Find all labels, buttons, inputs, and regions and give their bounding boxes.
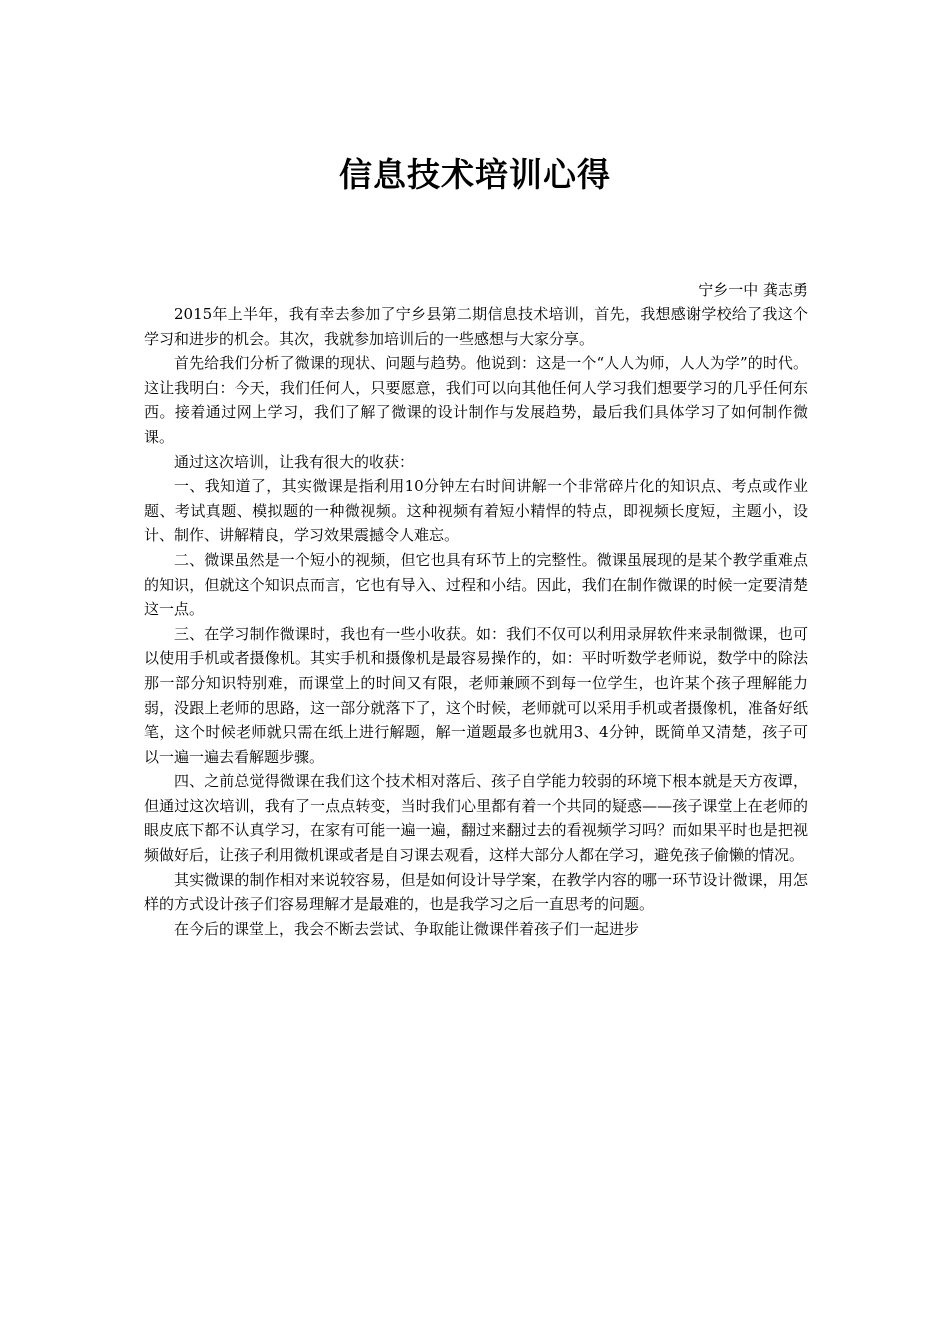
author-line: 宁乡一中 龚志勇 xyxy=(698,281,808,299)
paragraph: 四、之前总觉得微课在我们这个技术相对落后、孩子自学能力较弱的环境下根本就是天方夜谭，但通过这次培训，我有了一点点转变，当时我们心里都有着一个共同的疑惑——孩子课堂上在老师的眼皮底下都不认真学习，在家有可能一遍一遍，翻过来翻过去的看视频学习吗？而如果平时也是把视频做好后，让孩子利用微机课或者是自习课去观看，这样大部分人都在学习，避免孩子偷懒的情况。 xyxy=(144,772,808,865)
paragraph: 在今后的课堂上，我会不断去尝试、争取能让微课伴着孩子们一起进步 xyxy=(174,919,640,938)
paragraph: 二、微课虽然是一个短小的视频，但它也具有环节上的完整性。微课虽展现的是某个教学重难点的知识，但就这个知识点而言，它也有导入、过程和小结。因此，我们在制作微课的时候一定要清楚这一点。 xyxy=(144,550,808,619)
document-title: 信息技术培训心得 xyxy=(339,155,611,194)
paragraph: 三、在学习制作微课时，我也有一些小收获。如：我们不仅可以利用录屏软件来录制微课，也可以使用手机或者摄像机。其实手机和摄像机是最容易操作的，如：平时听数学老师说，数学中的除法那一部分知识特别难，而课堂上的时间又有限，老师兼顾不到每一位学生，也许某个孩子理解能力弱，没跟上老师的思路，这一部分就落下了，这个时候，老师就可以采用手机或者摄像机，准备好纸笔，这个时候老师就只需在纸上进行解题，解一道题最多也就用3、4分钟，既简单又清楚，孩子可以一遍一遍去看解题步骤。 xyxy=(144,624,808,766)
paragraph: 首先给我们分析了微课的现状、问题与趋势。他说到：这是一个“人人为师，人人为学”的时代。这让我明白：今天，我们任何人，只要愿意，我们可以向其他任何人学习我们想要学习的几乎任何东西。接着通过网上学习，我们了解了微课的设计制作与发展趋势，最后我们具体学习了如何制作微课。 xyxy=(144,354,808,446)
paragraph: 2015年上半年，我有幸去参加了宁乡县第二期信息技术培训，首先，我想感谢学校给了我这个学习和进步的机会。其次，我就参加培训后的一些感想与大家分享。 xyxy=(144,305,808,348)
document-body xyxy=(144,302,808,941)
paragraph: 一、我知道了，其实微课是指利用10分钟左右时间讲解一个非常碎片化的知识点、考点或作业题、考试真题、模拟题的一种微视频。这种视频有着短小精悍的特点，即视频长度短，主题小，设计、制作、讲解精良，学习效果震撼令人难忘。 xyxy=(144,477,808,545)
paragraph: 其实微课的制作相对来说较容易，但是如何设计导学案，在教学内容的哪一环节设计微课，用怎样的方式设计孩子们容易理解才是最难的，也是我学习之后一直思考的问题。 xyxy=(144,870,808,914)
paragraph: 通过这次培训，让我有很大的收获： xyxy=(174,452,415,471)
